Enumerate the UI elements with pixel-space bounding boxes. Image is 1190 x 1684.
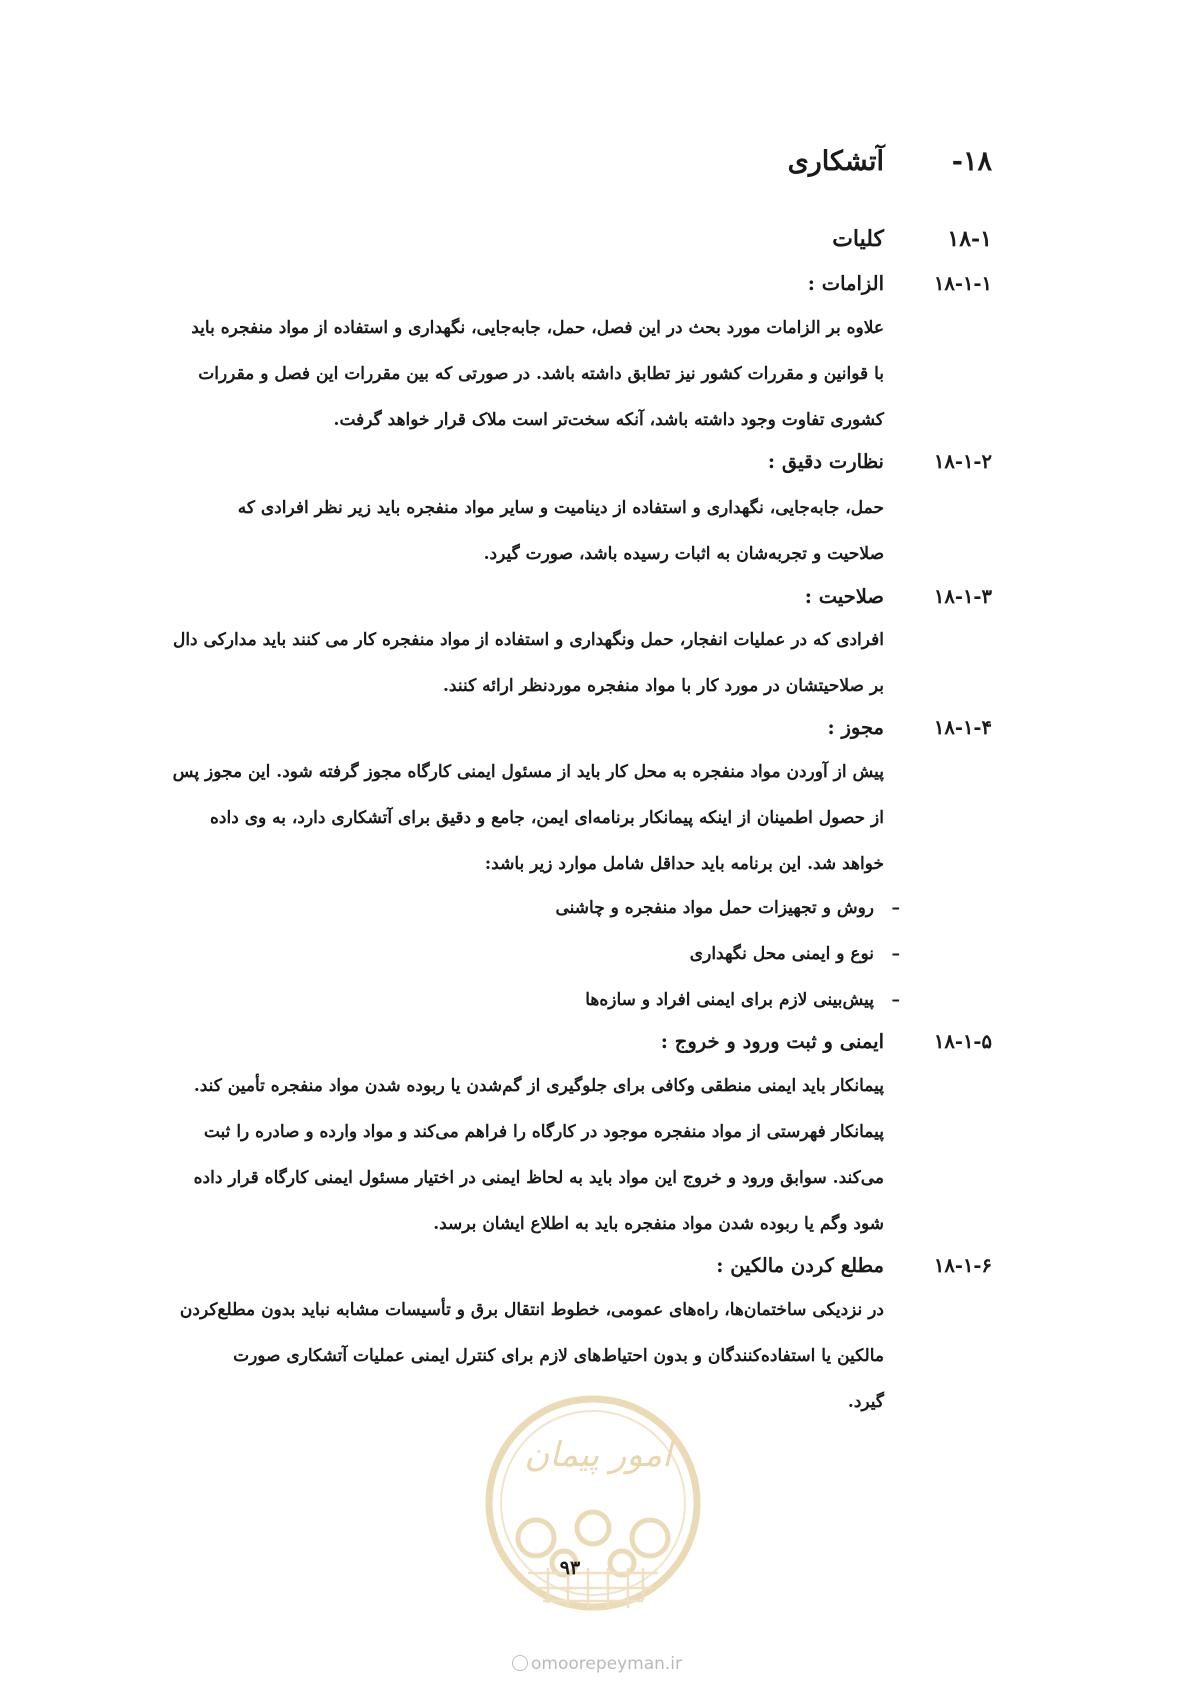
- section-title: نظارت دقیق :: [767, 450, 884, 473]
- paragraph-line: در نزدیکی ساختمان‌ها، راه‌های عمومی، خطوط انتقال برق و تأسیسات مشابه نباید بدون مطلع‌کردن: [179, 1300, 884, 1320]
- dash-icon: –: [891, 990, 900, 1010]
- section-number: ۱۸-۱-۶: [933, 1254, 992, 1277]
- paragraph-line: می‌کند. سوابق ورود و خروج این مواد باید به لحاظ ایمنی در اختیار مسئول ایمنی کارگاه قرار داده: [193, 1168, 884, 1188]
- bullet-text: پیش‌بینی لازم برای ایمنی افراد و سازه‌ها: [585, 990, 874, 1010]
- section-heading-18-1-1: [392, 272, 992, 304]
- bullet-text: روش و تجهیزات حمل مواد منفجره و چاشنی: [555, 898, 874, 918]
- paragraph-line: پیمانکار فهرستی از مواد منفجره موجود در کارگاه را فراهم می‌کند و مواد وارده و صادره را ثبت: [203, 1122, 884, 1142]
- paragraph-line: پیمانکار باید ایمنی منطقی وکافی برای جلوگیری از گم‌شدن یا ربوده شدن مواد منفجره تأمین کند.: [193, 1076, 884, 1096]
- bullet-text: نوع و ایمنی محل نگهداری: [689, 944, 874, 964]
- dash-icon: –: [891, 898, 900, 918]
- chapter-title: آتشکاری: [787, 146, 884, 177]
- paragraph-line: بر صلاحیتشان در مورد کار با مواد منفجره موردنظر ارائه کنند.: [442, 676, 884, 696]
- section-title: مطلع کردن مالکین :: [716, 1254, 884, 1277]
- dash-icon: –: [891, 944, 900, 964]
- chapter-heading: [592, 146, 992, 186]
- section-title: ایمنی و ثبت ورود و خروج :: [660, 1030, 884, 1053]
- section-heading-18-1: [392, 226, 992, 258]
- paragraph-line: حمل، جابه‌جایی، نگهداری و استفاده از دینامیت و سایر مواد منفجره باید زیر نظر افرادی که: [237, 498, 884, 518]
- paragraph-line: علاوه بر الزامات مورد بحث در این فصل، حمل، جابه‌جایی، نگهداری و استفاده از مواد منفجره باید: [191, 318, 884, 338]
- page-number: ۹۳: [559, 1557, 581, 1579]
- watermark-logo-icon: [478, 1388, 708, 1628]
- section-heading-18-1-3: [392, 585, 992, 617]
- chapter-number: ۱۸-: [951, 146, 992, 177]
- section-heading-18-1-4: [392, 716, 992, 748]
- section-number: ۱۸-۱-۴: [933, 716, 992, 739]
- paragraph-line: مالکین یا استفاده‌کنندگان و بدون احتیاط‌های لازم برای کنترل ایمنی عملیات آتشکاری صورت: [233, 1346, 884, 1366]
- bullet-item: [585, 990, 900, 1010]
- section-number: ۱۸-۱-۲: [933, 450, 992, 473]
- svg-text:امور پیمان: امور پیمان: [524, 1435, 672, 1475]
- bullet-item: [555, 898, 900, 918]
- paragraph-line: پیش از آوردن مواد منفجره به محل کار باید از مسئول ایمنی کارگاه مجوز گرفته شود. این مجوز پس: [172, 762, 884, 782]
- section-heading-18-1-5: [392, 1030, 992, 1062]
- section-title: کلیات: [832, 226, 884, 252]
- section-number: ۱۸-۱-۳: [933, 585, 992, 608]
- paragraph-line: کشوری تفاوت وجود داشته باشد، آنکه سخت‌تر است ملاک قرار خواهد گرفت.: [333, 410, 884, 430]
- section-title: مجوز :: [827, 716, 884, 739]
- globe-icon: [512, 1655, 528, 1671]
- watermark-site-url: omoorepeyman.ir: [492, 1654, 702, 1676]
- section-number: ۱۸-۱-۵: [933, 1030, 992, 1053]
- paragraph-line: گیرد.: [847, 1392, 884, 1412]
- section-heading-18-1-2: [392, 450, 992, 482]
- bullet-item: [690, 944, 900, 964]
- paragraph-line: افرادی که در عملیات انفجار، حمل ونگهداری و استفاده از مواد منفجره کار می کنند باید مدارکی دال: [172, 630, 884, 650]
- section-title: صلاحیت :: [804, 585, 884, 608]
- section-heading-18-1-6: [392, 1254, 992, 1286]
- paragraph-line: از حصول اطمینان از اینکه پیمانکار برنامه‌ای ایمن، جامع و دقیق برای آتشکاری دارد، به وی داده: [210, 808, 884, 828]
- paragraph-line: شود وگم یا ربوده شدن مواد منفجره باید به اطلاع ایشان برسد.: [433, 1214, 884, 1234]
- paragraph-line: خواهد شد. این برنامه باید حداقل شامل موارد زیر باشد:: [484, 854, 884, 874]
- section-number: ۱۸-۱-۱: [933, 272, 992, 295]
- section-number: ۱۸-۱: [947, 226, 992, 252]
- paragraph-line: با قوانین و مقررات کشور نیز تطابق داشته باشد. در صورتی که بین مقررات این فصل و مقررات: [198, 364, 884, 384]
- paragraph-line: صلاحیت و تجربه‌شان به اثبات رسیده باشد، صورت گیرد.: [483, 544, 884, 564]
- section-title: الزامات :: [807, 272, 884, 295]
